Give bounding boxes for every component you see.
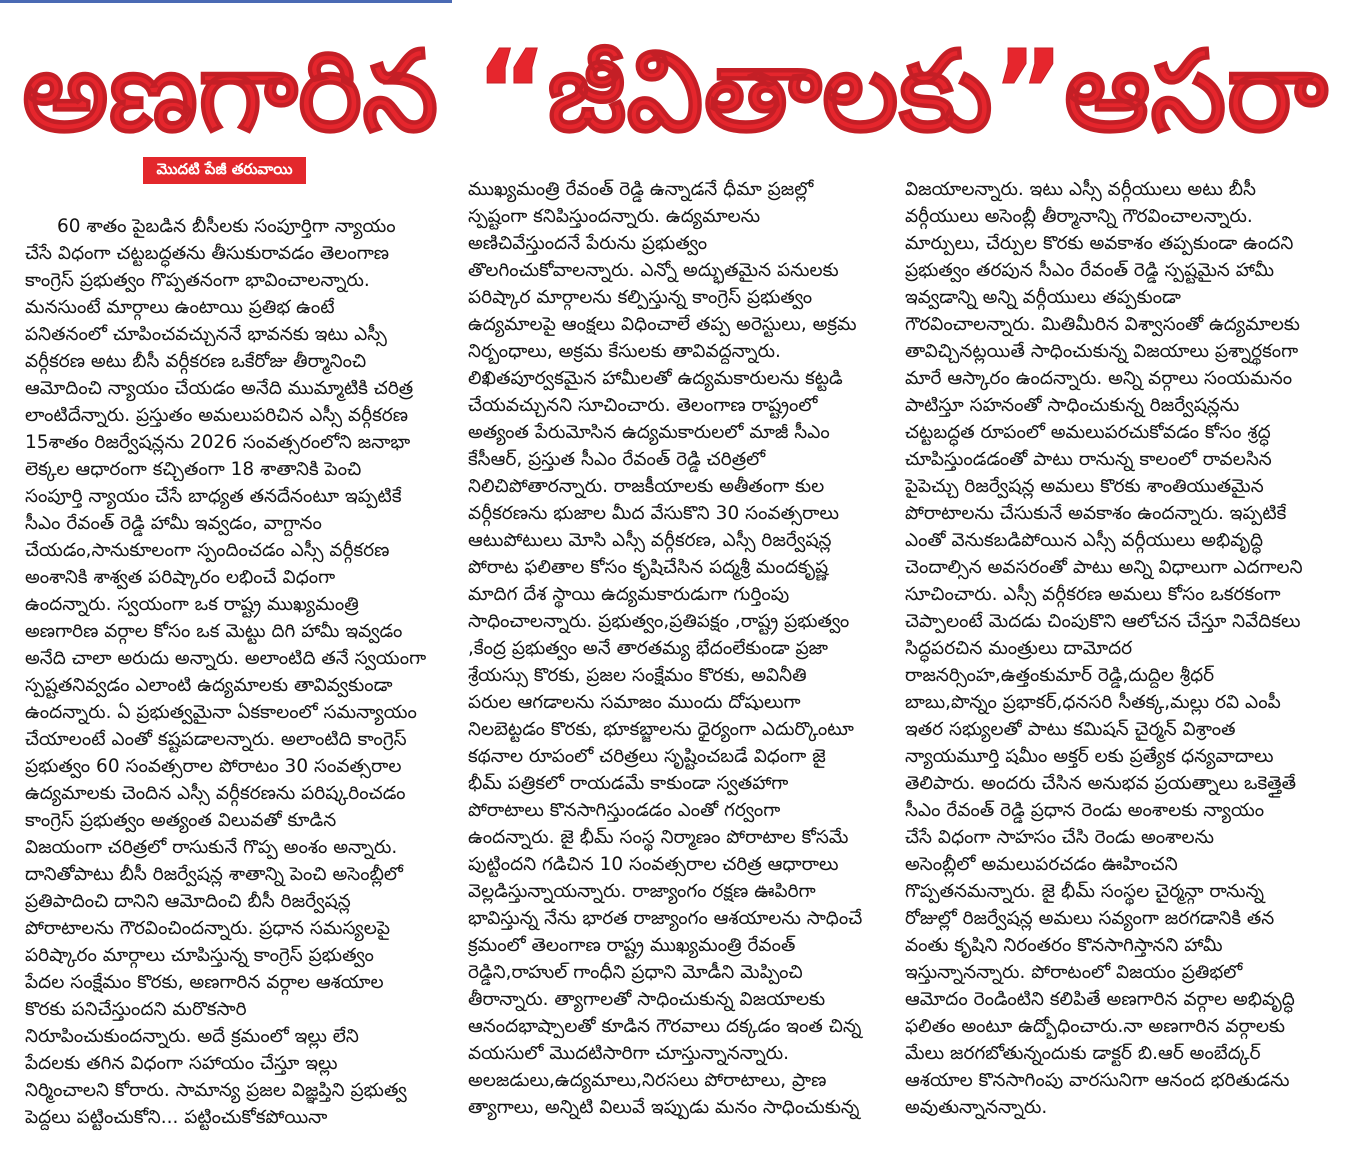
article-line: ఇవ్వడాన్ని అన్ని వర్గీయులు తప్పకుండా — [905, 287, 1181, 308]
article-line: చూపిస్తుండడంతో పాటు రానున్న కాలంలో రావలసిన — [905, 449, 1272, 470]
article-line: సూచించారు. ఎస్సీ వర్గీకరణ అమలు కోసం ఒకరకంగా — [905, 584, 1281, 605]
article-line: పరుల ఆగడాలను సమాజం ముందు దోషులుగా — [468, 692, 801, 713]
article-line: తీరాన్నారు. త్యాగాలతో సాధించుకున్న విజయాలకు — [468, 989, 826, 1010]
article-column-3 — [905, 176, 1330, 1136]
article-line: స్పష్టంగా కనిపిస్తుందన్నారు. ఉద్యమాలను — [468, 206, 761, 227]
article-line: ఇతర సభ్యులతో పాటు కమిషన్ చైర్మన్ విశ్రాంత — [905, 719, 1236, 740]
article-line: తావిచ్చినట్లయితే సాధించుకున్న విజయాలు ప్రశ్నార్థకంగా — [905, 341, 1299, 362]
article-line: దానితోపాటు బీసీ రిజర్వేషన్ల శాతాన్ని పెంచి అసెంబ్లీలో — [25, 864, 403, 885]
article-line: వర్గీకరణను భుజాల మీద వేసుకొని 30 సంవత్సరాలు — [468, 503, 839, 524]
article-line: పేదల సంక్షేమం కొరకు, అణగారిన వర్గాల ఆశయాల — [25, 972, 384, 993]
article-line: పైపెచ్చు రిజర్వేషన్ల అమలు కొరకు శాంతియుతమైన — [905, 476, 1264, 497]
article-line: నిలబెట్టడం కొరకు, భూకబ్జాలను ధైర్యంగా ఎదుర్కొంటూ — [468, 719, 854, 740]
article-line: కాంగ్రెస్ ప్రభుత్వం అత్యంత విలువతో కూడిన — [25, 810, 337, 831]
article-line: ఇస్తున్నానన్నారు. పోరాటంలో విజయం ప్రతిభలో — [905, 962, 1243, 983]
article-line: చేయడం,సానుకూలంగా స్పందించడం ఎస్సీ వర్గీకరణ — [25, 540, 390, 561]
article-line: అవుతున్నానన్నారు. — [905, 1097, 1048, 1118]
article-line: గొప్పతనమన్నారు. జై భీమ్ సంస్థల చైర్మన్గా రానున్న — [905, 881, 1264, 902]
article-line: రోజుల్లో రిజర్వేషన్ల అమలు సవ్యంగా జరగడానికి తన — [905, 908, 1275, 929]
article-line: సంపూర్తి న్యాయం చేసే బాధ్యత తనదేనంటూ ఇప్పటికే — [25, 486, 402, 507]
article-line: సాధించాలన్నారు. ప్రభుత్వం,ప్రతిపక్షం ,రాష్ట్ర ప్రభుత్వం — [468, 611, 850, 632]
article-line: పేదలకు తగిన విధంగా సహాయం చేస్తూ ఇల్లు — [25, 1053, 338, 1074]
article-line: గౌరవించాలన్నారు. మితిమీరిన విశ్వాసంతో ఉద్యమాలకు — [905, 314, 1300, 335]
article-line: పరిష్కార మార్గాలను కల్పిస్తున్న కాంగ్రెస్ ప్రభుత్వం — [468, 287, 813, 308]
article-line: విజయంగా చరిత్రలో రాసుకునే గొప్ప అంశం అన్నారు. — [25, 837, 398, 858]
article-line: వర్గీయులు అసెంబ్లీ తీర్మానాన్ని గౌరవించాలన్నారు. — [905, 206, 1253, 227]
article-line: పరిష్కారం మార్గాలు చూపిస్తున్న కాంగ్రెస్ ప్రభుత్వం — [25, 945, 374, 966]
article-line: కాంగ్రెస్ ప్రభుత్వం గొప్పతనంగా భావించాలన్నారు. — [25, 270, 370, 291]
article-line: ఉద్యమాలపై ఆంక్షలు విధించాలే తప్ప అరెస్టులు, అక్రమ — [468, 314, 857, 335]
article-line: ఆటుపోటులు మోసి ఎస్సీ వర్గీకరణ, ఎస్సీ రిజర్వేషన్ల — [468, 530, 832, 551]
continued-label-text: మొదటి పేజీ తరువాయి — [156, 159, 293, 178]
article-line: పోరాటాలను గౌరవించిందన్నారు. ప్రధాన సమస్యలపై — [25, 918, 390, 939]
article-line: అంశానికి శాశ్వత పరిష్కారం లభించే విధంగా — [25, 567, 336, 588]
headline: అణగారిన “జీవితాలకు”ఆసరా — [22, 27, 1329, 157]
article-line: చేసే విధంగా సాహసం చేసి రెండు అంశాలను — [905, 827, 1214, 848]
article-line: వెల్లడిస్తున్నాయన్నారు. రాజ్యాంగం రక్షణ ఊపిరిగా — [468, 881, 816, 902]
article-line: ప్రభుత్వం తరపున సీఎం రేవంత్ రెడ్డి స్పష్టమైన హామీ — [905, 260, 1275, 281]
article-line: మేలు జరగబోతున్నందుకు డాక్టర్ బి.ఆర్ అంబేద్కర్ — [905, 1043, 1261, 1064]
article-line: చెందాల్సిన అవసరంతో పాటు అన్ని విధాలుగా ఎదగాలని — [905, 557, 1303, 578]
article-line: ఆమోదించి న్యాయం చేయడం అనేది ముమ్మాటికి చరిత్ర — [25, 378, 414, 399]
article-line: పనితనంలో చూపించవచ్చుననే భావనకు ఇటు ఎస్సీ — [25, 324, 387, 345]
article-line: చేసే విధంగా చట్టబద్ధతను తీసుకురావడం తెలంగాణ — [25, 243, 390, 264]
article-line: భావిస్తున్న నేను భారత రాజ్యాంగం ఆశయాలను సాధించే — [468, 908, 863, 929]
article-line: త్యాగాలు, అన్నిటి విలువే ఇప్పుడు మనం సాధించుకున్న — [468, 1097, 860, 1118]
article-line: మారే ఆస్కారం ఉందన్నారు. అన్ని వర్గాలు సంయమనం — [905, 368, 1293, 389]
article-line: ,కేంద్ర ప్రభుత్వం అనే తారతమ్య భేదంలేకుండా ప్రజా — [468, 638, 829, 659]
article-line: లెక్కల ఆధారంగా కచ్చితంగా 18 శాతానికి పెంచి — [25, 459, 362, 480]
article-line: ఎంతో వెనుకబడిపోయిన ఎస్సీ వర్గీయులు అభివృద్ధి — [905, 530, 1264, 551]
article-column-1 — [25, 213, 441, 1143]
article-line: వంతు కృషిని నిరంతరం కొనసాగిస్తానని హామీ — [905, 935, 1223, 956]
article-column-2 — [468, 176, 881, 1136]
article-line: న్యాయమూర్తి షమీం అక్తర్ లకు ప్రత్యేక ధన్యవాదాలు — [905, 746, 1274, 767]
article-line: పోరాటాలు కొనసాగిస్తుండడం ఎంతో గర్వంగా — [468, 800, 781, 821]
article-line: చట్టబద్ధత రూపంలో అమలుపరచుకోవడం కోసం శ్రద్ధ — [905, 422, 1271, 443]
article-line: పెద్దలు పట్టించుకోని... పట్టించుకోకపోయినా — [25, 1107, 328, 1128]
article-line: తెలిపారు. అందరు చేసిన అనుభవ ప్రయత్నాలు ఒకెత్తైతే — [905, 773, 1296, 794]
article-line: 15శాతం రిజర్వేషన్లను 2026 సంవత్సరంలోని జనాభా — [25, 432, 411, 453]
article-line: బాబు,పొన్నం ప్రభాకర్,ధనసరి సీతక్క,మల్లు రవి ఎంపీ — [905, 692, 1281, 713]
article-line: ఉందన్నారు. స్వయంగా ఒక రాష్ట్ర ముఖ్యమంత్రి — [25, 594, 359, 615]
article-line: పుట్టిందని గడిచిన 10 సంవత్సరాల చరిత్ర ఆధారాలు — [468, 854, 839, 875]
article-line: పాటిస్తూ సహనంతో సాధించుకున్న రిజర్వేషన్లను — [905, 395, 1240, 416]
article-line: కేసీఆర్, ప్రస్తుత సీఎం రేవంత్ రెడ్డి చరిత్రలో — [468, 449, 766, 470]
article-line: ప్రభుత్వం 60 సంవత్సరాల పోరాటం 30 సంవత్సరాల — [25, 756, 402, 777]
article-line: విజయాలన్నారు. ఇటు ఎస్సీ వర్గీయులు అటు బీసీ — [905, 179, 1257, 200]
article-line: సిద్ధపరచిన మంత్రులు దామోదర — [905, 638, 1133, 659]
article-line: పోరాట ఫలితాల కోసం కృషిచేసిన పద్మశ్రీ మందకృష్ణ — [468, 557, 829, 578]
article-line: నిలిచిపోతారన్నారు. రాజకీయాలకు అతీతంగా కుల — [468, 476, 825, 497]
article-line: ఆశయాల కొనసాగింపు వారసునిగా ఆనంద భరితుడను — [905, 1070, 1290, 1091]
article-line: మార్పులు, చేర్పుల కొరకు అవకాశం తప్పకుండా ఉందని — [905, 233, 1294, 254]
article-line: వయసులో మొదటిసారిగా చూస్తున్నానన్నారు. — [468, 1043, 789, 1064]
article-line: ఉద్యమాలకు చెందిన ఎస్సీ వర్గీకరణను పరిష్కరించడం — [25, 783, 406, 804]
article-line: మనసుంటే మార్గాలు ఉంటాయి ప్రతిభ ఉంటే — [25, 297, 335, 318]
article-line: స్పష్టతనివ్వడం ఎలాంటి ఉద్యమాలకు తావివ్వకుండా — [25, 675, 393, 696]
article-line: పోరాటాలను చేసుకునే అవకాశం ఉందన్నారు. ఇప్పటికే — [905, 503, 1287, 524]
article-line: కథనాల రూపంలో చరిత్రలు సృష్టించబడే విధంగా జై — [468, 746, 826, 767]
article-line: అత్యంత పేరుమోసిన ఉద్యమకారులలో మాజీ సీఎం — [468, 422, 830, 443]
article-line: సీఎం రేవంత్ రెడ్డి హామీ ఇవ్వడం, వాగ్దానం — [25, 513, 322, 534]
article-line: ప్రతిపాదించి దానిని ఆమోదించి బీసీ రిజర్వేషన్ల — [25, 891, 351, 912]
article-line: 60 శాతం పైబడిన బీసీలకు సంపూర్తిగా న్యాయం — [57, 216, 396, 237]
article-line: అలజడులు,ఉద్యమాలు,నిరసలు పోరాటాలు, ప్రాణ — [468, 1070, 827, 1091]
top-rule — [0, 0, 452, 3]
article-line: రాజనర్సింహ,ఉత్తంకుమార్ రెడ్డి,దుద్దిల శ్రీధర్ — [905, 665, 1215, 686]
article-line: అనేది చాలా అరుదు అన్నారు. అలాంటిది తనే స్వయంగా — [25, 648, 427, 669]
article-line: లాంటిదేన్నారు. ప్రస్తుతం అమలుపరిచిన ఎస్సీ వర్గీకరణ — [25, 405, 409, 426]
article-line: నిరూపించుకుందన్నారు. అదే క్రమంలో ఇల్లు లేని — [25, 1026, 359, 1047]
article-line: నిర్మించాలని కోరారు. సామాన్య ప్రజల విజ్ఞప్తిని ప్రభుత్వ — [25, 1080, 407, 1101]
article-line: రెడ్డిని,రాహుల్ గాంధీని ప్రధాని మోడీని మెప్పించి — [468, 962, 803, 983]
continued-from-front-page-label — [143, 157, 306, 184]
article-line: మాదిగ దేశ స్థాయి ఉద్యమకారుడుగా గుర్తింపు — [468, 584, 790, 605]
article-line: ముఖ్యమంత్రి రేవంత్ రెడ్డి ఉన్నాడనే ధీమా ప్రజల్లో — [468, 179, 814, 200]
article-line: ఉందన్నారు. జై భీమ్ సంస్థ నిర్మాణం పోరాటాల కోసమే — [468, 827, 849, 848]
article-line: ఆనందభాష్పాలతో కూడిన గౌరవాలు దక్కడం ఇంత చిన్న — [468, 1016, 862, 1037]
article-line: వర్గీకరణ అటు బీసీ వర్గీకరణ ఒకేరోజు తీర్మానించి — [25, 351, 367, 372]
article-line: అసెంబ్లీలో అమలుపరచడం ఊహించని — [905, 854, 1178, 875]
article-line: సీఎం రేవంత్ రెడ్డి ప్రధాన రెండు అంశాలకు న్యాయం — [905, 800, 1265, 821]
article-line: లిఖితపూర్వకమైన హామీలతో ఉద్యమకారులను కట్టడి — [468, 368, 843, 389]
article-line: కొరకు పనిచేస్తుందని మరొకసారి — [25, 999, 247, 1020]
article-line: తొలగించుకోవాలన్నారు. ఎన్నో అద్భుతమైన పనులకు — [468, 260, 839, 281]
article-line: అణిచివేస్తుందనే పేరును ప్రభుత్వం — [468, 233, 708, 254]
article-line: ఆమోదం రెండింటిని కలిపితే అణగారిన వర్గాల అభివృద్ధి — [905, 989, 1295, 1010]
article-line: చేయాలంటే ఎంతో కష్టపడాలన్నారు. అలాంటిది కాంగ్రెస్ — [25, 729, 407, 750]
article-line: శ్రేయస్సు కొరకు, ప్రజల సంక్షేమం కొరకు, అవినీతి — [468, 665, 807, 686]
article-line: అణగారిణ వర్గాల కోసం ఒక మెట్టు దిగి హామీ ఇవ్వడం — [25, 621, 403, 642]
article-line: చేయవచ్చునని సూచించారు. తెలంగాణ రాష్ట్రంలో — [468, 395, 818, 416]
article-line: ఉందన్నారు. ఏ ప్రభుత్వమైనా ఏకకాలంలో సమన్యాయం — [25, 702, 417, 723]
article-line: చెప్పాలంటే మెదడు చింపుకొని ఆలోచన చేస్తూ నివేదికలు — [905, 611, 1301, 632]
article-line: నిర్బంధాలు, అక్రమ కేసులకు తావివద్దన్నారు. — [468, 341, 781, 362]
article-line: ఫలితం అంటూ ఉద్బోధించారు.నా అణగారిన వర్గాలకు — [905, 1016, 1286, 1037]
article-line: క్రమంలో తెలంగాణ రాష్ట్ర ముఖ్యమంత్రి రేవంత్ — [468, 935, 796, 956]
article-line: భీమ్ పత్రికలో రాయడమే కాకుండా స్వతహాగా — [468, 773, 789, 794]
